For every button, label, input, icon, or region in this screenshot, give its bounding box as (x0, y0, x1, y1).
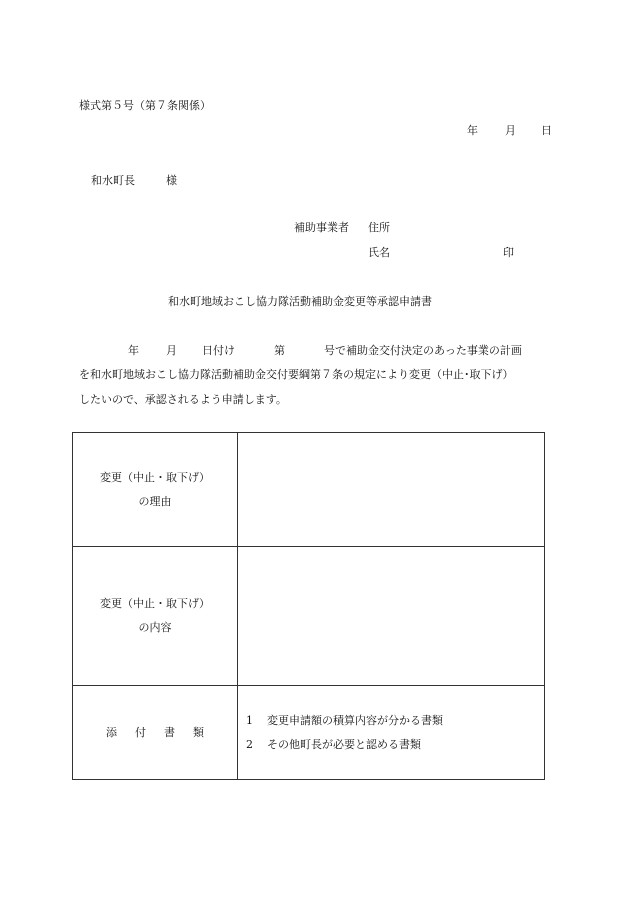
reason-label-line1: 変更（中止・取下げ） (100, 470, 210, 484)
attachments-label-char: 書 (164, 725, 175, 739)
table-row-attachments (73, 686, 545, 780)
body-line3: したいので、承認されるよう申請します。 (79, 393, 287, 406)
table-row-reason (73, 433, 545, 547)
body-line1-date: 日付け (202, 344, 235, 357)
date-year-label: 年 (467, 124, 478, 137)
applicant-seal-label: 印 (503, 246, 514, 259)
body-line1-dai: 第 (274, 344, 285, 357)
attachment-item (246, 738, 544, 752)
body-line1-rest: 号で補助金交付決定のあった事業の計画 (324, 344, 522, 357)
attachments-label-char: 付 (135, 725, 146, 739)
attachment-item-text: 変更申請額の積算内容が分かる書類 (267, 713, 443, 727)
body-line1-month: 月 (166, 344, 177, 357)
attachments-label-char: 添 (106, 725, 117, 739)
document-title: 和水町地域おこし協力隊活動補助金変更等承認申請書 (168, 295, 432, 308)
attachment-item-text: その他町長が必要と認める書類 (267, 737, 421, 751)
applicant-address-label: 住所 (368, 221, 390, 234)
attachment-item (246, 714, 544, 728)
application-table (72, 432, 545, 780)
form-number: 様式第５号（第７条関係） (79, 99, 211, 112)
attachment-item-number: 2 (246, 737, 253, 751)
applicant-name-label: 氏名 (368, 246, 390, 259)
addressee-name: 和水町長 (91, 174, 135, 187)
applicant-title: 補助事業者 (294, 221, 349, 234)
reason-label-line2: の理由 (138, 494, 172, 508)
reason-value-cell[interactable] (238, 433, 545, 547)
attachment-item-number: 1 (246, 713, 253, 727)
body-line2: を和水町地域おこし協力隊活動補助金交付要綱第７条の規定により変更（中止･取下げ） (79, 368, 514, 381)
attachments-list-cell (238, 686, 545, 780)
content-label-line2: の内容 (138, 621, 172, 634)
attachments-label-char: 類 (193, 725, 204, 739)
addressee-suffix: 様 (166, 174, 177, 187)
content-label-line1: 変更（中止・取下げ） (100, 597, 210, 610)
reason-label-cell (73, 433, 238, 547)
attachments-label-cell (73, 686, 238, 780)
content-value-cell[interactable] (238, 547, 545, 686)
content-label-cell (73, 547, 238, 686)
date-month-label: 月 (505, 124, 516, 137)
body-line1-year: 年 (128, 344, 139, 357)
table-row-content (73, 547, 545, 686)
date-day-label: 日 (541, 124, 552, 137)
